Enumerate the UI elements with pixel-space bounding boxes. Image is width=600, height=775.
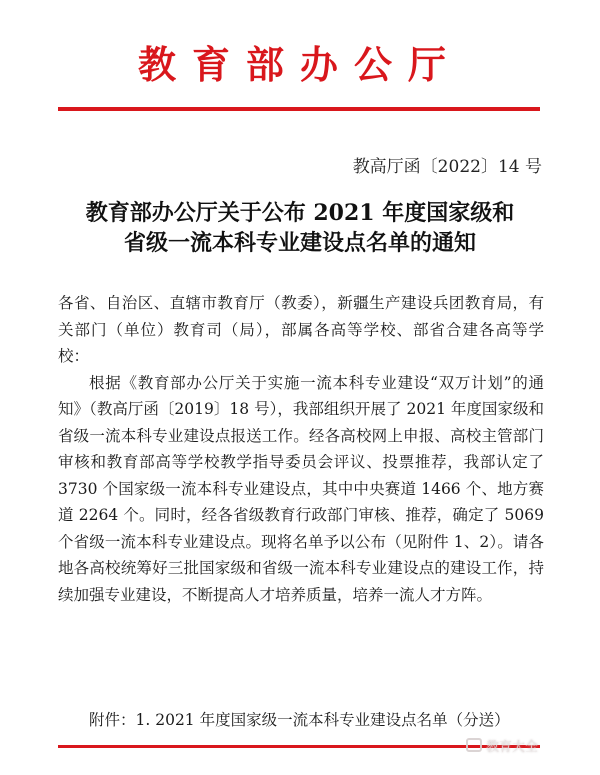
office-header: 教育部办公厅 [137, 42, 462, 87]
document-title [40, 198, 560, 258]
addressee: 各省、自治区、直辖市教育厅（教委），新疆生产建设兵团教育局，有关部门（单位）教育司（局），部属各高等学校、部省合建各高等学校： [58, 294, 544, 365]
red-divider [58, 107, 540, 111]
attachment-text: 附件：1. 2021 年度国家级一流本科专业建设点名单（分送） [89, 711, 510, 729]
body-paragraph: 根据《教育部办公厅关于实施一流本科专业建设“双万计划”的通知》（教高厅函〔2019〕18 号），我部组织开展了 2021 年度国家级和省级一流本科专业建设点报送工作。经各高校网上申报、高校主管部门审核和教育部高等学校教学指导委员会评议、投票推荐，我部认定了 3730 个国家级一流本科专业建设点，其中中央赛道 1466 个、地方赛道 2264 个。同时，经各省级教育行政部门审核、推荐，确定了 5069 个省级一流本科专业建设点。现将名单予以公布（见附件 1、2）。请各地各高校统筹好三批国家级和省级一流本科专业建设点的建设工作，持续加强专业建设，不断提高人才培养质量，培养一流人才方阵。 [58, 373, 544, 604]
title-line-1: 教育部办公厅关于公布 2021 年度国家级和 [85, 200, 515, 226]
watermark-icon [466, 738, 482, 752]
watermark [466, 738, 538, 757]
watermark-text: 教育大全 [485, 740, 538, 755]
attachment-line [58, 707, 544, 733]
document-number: 教高厅函〔2022〕14 号 [352, 157, 542, 177]
document-body [58, 290, 544, 608]
title-line-2: 省级一流本科专业建设点名单的通知 [123, 230, 476, 256]
